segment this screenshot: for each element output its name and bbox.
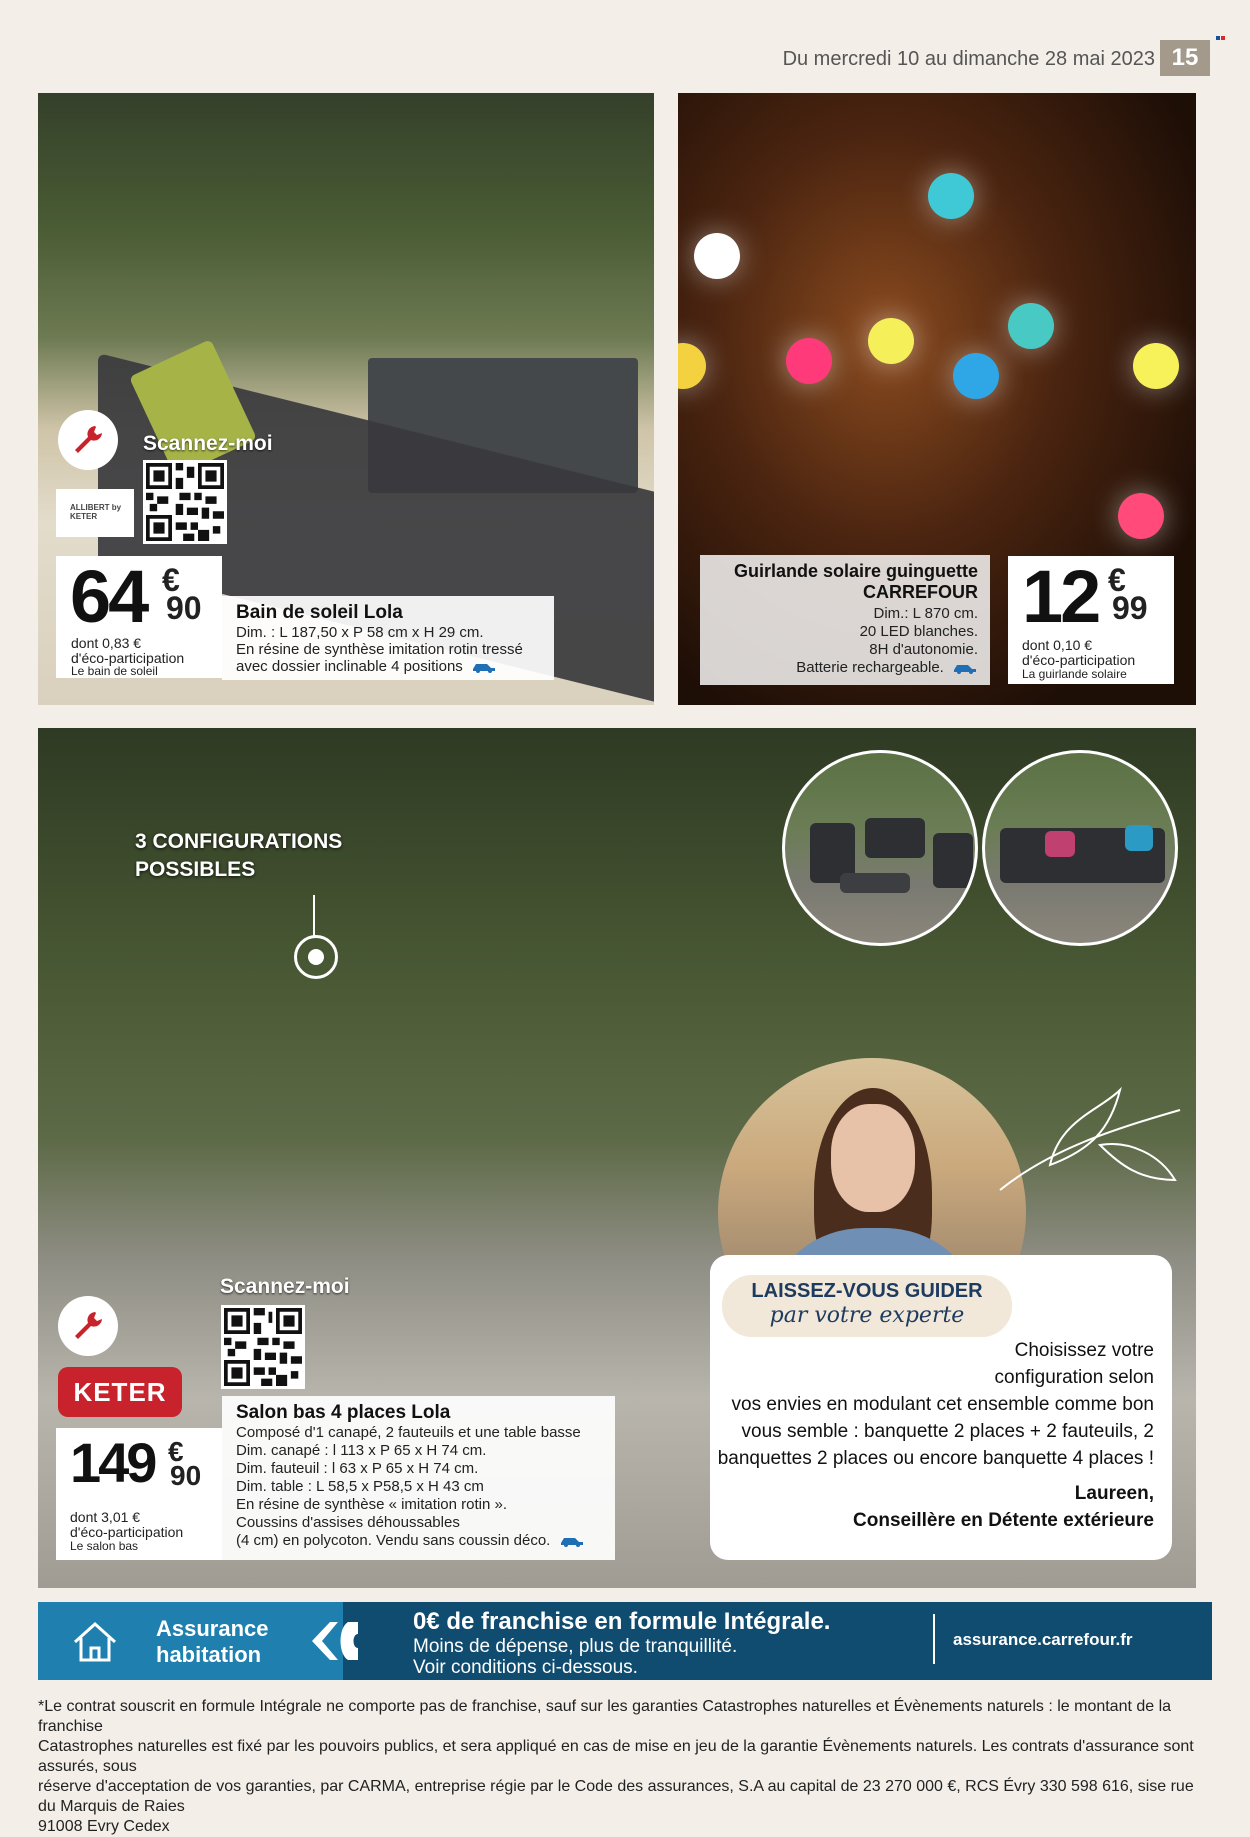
delivery-car-icon (559, 1535, 585, 1547)
expert-role: Conseillère en Détente extérieure (853, 1510, 1154, 1531)
quote-line: banquettes 2 places ou encore banquette 4 places ! (717, 1448, 1154, 1469)
light-bulb (868, 318, 914, 364)
brand-dots-icon (1216, 36, 1226, 46)
configuration-inset-2 (982, 750, 1178, 946)
hotspot-icon[interactable] (294, 935, 338, 979)
eco-amount: dont 3,01 € (70, 1509, 141, 1525)
desc-line: Coussins d'assises déhoussables (236, 1514, 460, 1531)
leaf-decor-icon (990, 1070, 1190, 1200)
footnote-line: réserve d'acceptation de vos garanties, par CARMA, entreprise régie par le Code des assurances, S.A au capital de 23 270 000 €, RCS Évry 330 598 616, sise rue du Marquis de Raies (38, 1778, 1194, 1815)
light-bulb (953, 353, 999, 399)
light-bulb (786, 338, 832, 384)
face-shape (831, 1104, 915, 1212)
desc-line: Dim. table : L 58,5 x P58,5 x H 43 cm (236, 1478, 484, 1495)
price-integer: 12 (1022, 555, 1099, 638)
guide-badge (722, 1275, 1012, 1337)
price-decimal: 90 (166, 590, 202, 626)
quote-line: Choisissez votre (1014, 1340, 1154, 1361)
delivery-car-icon (952, 662, 978, 674)
price-integer: 64 (70, 555, 147, 638)
banner-sub-l1: Moins de dépense, plus de tranquillité. (413, 1636, 738, 1657)
banner-divider (933, 1614, 935, 1664)
product-title: Guirlande solaire guinguette (733, 561, 978, 581)
page-number: 15 (1160, 40, 1210, 76)
price-integer: 149 (70, 1431, 155, 1494)
legal-footnote (38, 1697, 1212, 1837)
wrench-icon (58, 1296, 118, 1356)
price-tag-lights (1008, 556, 1174, 684)
banner-left-panel (38, 1602, 343, 1680)
eco-label: d'éco-participation (1022, 652, 1136, 668)
guide-line-1: LAISSEZ-VOUS GUIDER (751, 1280, 983, 1302)
banner-left-l2: habitation (156, 1642, 262, 1667)
footnote-line: Catastrophes naturelles est fixé par les pouvoirs publics, et sera appliqué en cas de mise en jeu de la garantie Évènements naturels. Les contrats d'assurance sont assurés, sous (38, 1738, 1194, 1775)
desc-line: avec dossier inclinable 4 positions (236, 658, 497, 675)
price-currency: € (1108, 562, 1126, 598)
light-bulb (1133, 343, 1179, 389)
banner-sub-l2: Voir conditions ci-dessous. (413, 1657, 638, 1678)
light-bulb (928, 173, 974, 219)
delivery-car-icon (471, 661, 497, 673)
desc-line: 8H d'autonomie. (869, 641, 978, 658)
insurance-banner[interactable] (38, 1602, 1212, 1680)
carrefour-logo-icon (308, 1620, 374, 1662)
product-title: Salon bas 4 places Lola (236, 1402, 451, 1423)
eco-label: d'éco-participation (70, 1524, 184, 1540)
desc-line: Dim. fauteuil : l 63 x P 65 x H 74 cm. (236, 1460, 479, 1477)
product-title: Bain de soleil Lola (236, 602, 403, 623)
lights-description (700, 555, 990, 685)
desc-line: Batterie rechargeable. (796, 659, 978, 676)
expert-name: Laureen, (1074, 1483, 1154, 1504)
desc-line: (4 cm) en polycoton. Vendu sans coussin déco. (236, 1532, 585, 1549)
light-bulb (694, 233, 740, 279)
eco-amount: dont 0,10 € (1022, 637, 1093, 653)
price-currency: € (168, 1436, 184, 1467)
configuration-inset-1 (782, 750, 978, 946)
light-bulb (1118, 493, 1164, 539)
quote-line: vos envies en modulant cet ensemble comme bon (731, 1394, 1154, 1415)
eco-object: Le bain de soleil (71, 664, 158, 678)
eco-object: Le salon bas (70, 1539, 139, 1553)
product-brand: CARREFOUR (863, 582, 978, 602)
qr-code[interactable] (221, 1305, 305, 1389)
brand-logo-keter: KETER (58, 1367, 182, 1417)
wrench-icon (58, 410, 118, 470)
footnote-line: *Le contrat souscrit en formule Intégrale ne comporte pas de franchise, sauf sur les garanties Catastrophes naturelles et Évènements naturels : le montant de la franchise (38, 1698, 1172, 1735)
desc-line: En résine de synthèse « imitation rotin ». (236, 1496, 507, 1513)
price-decimal: 99 (1112, 590, 1148, 626)
guide-line-2: par votre experte (769, 1303, 965, 1328)
salon-description (222, 1396, 615, 1560)
config-label-l2: POSSIBLES (135, 858, 256, 881)
price-tag-salon (56, 1428, 222, 1560)
banner-headline: 0€ de franchise en formule Intégrale. (413, 1608, 831, 1635)
quote-line: configuration selon (994, 1367, 1154, 1388)
scan-label: Scannez-moi (220, 1275, 350, 1298)
desc-line: Dim. canapé : l 113 x P 65 x H 74 cm. (236, 1442, 487, 1459)
light-bulb (678, 343, 706, 389)
eco-amount: dont 0,83 € (71, 635, 142, 651)
price-currency: € (162, 562, 180, 598)
desc-line: Dim.: L 870 cm. (873, 605, 978, 622)
lounger-description (222, 596, 554, 680)
banner-url-link[interactable]: assurance.carrefour.fr (953, 1630, 1133, 1649)
desc-line: 20 LED blanches. (859, 623, 978, 640)
light-bulb (1008, 303, 1054, 349)
price-tag-lounger (56, 556, 222, 678)
qr-code[interactable] (143, 460, 227, 544)
scan-label: Scannez-moi (143, 432, 273, 455)
house-icon (72, 1620, 118, 1664)
desc-line: Composé d'1 canapé, 2 fauteuils et une table basse (236, 1424, 581, 1441)
date-range: Du mercredi 10 au dimanche 28 mai 2023 (782, 48, 1155, 70)
banner-left-l1: Assurance (156, 1616, 269, 1641)
desc-line: En résine de synthèse imitation rotin tressé (236, 641, 523, 658)
eco-object: La guirlande solaire (1022, 667, 1127, 681)
config-label-l1: 3 CONFIGURATIONS (135, 830, 343, 853)
price-decimal: 90 (170, 1460, 202, 1491)
quote-line: vous semble : banquette 2 places + 2 fauteuils, 2 (741, 1421, 1154, 1442)
brand-logo-allibert: ALLIBERT by KETER (56, 489, 134, 537)
desc-line: Dim. : L 187,50 x P 58 cm x H 29 cm. (236, 624, 484, 641)
hotspot-line (313, 895, 315, 937)
eco-label: d'éco-participation (71, 650, 185, 666)
footnote-line: 91008 Evry Cedex (38, 1818, 170, 1835)
